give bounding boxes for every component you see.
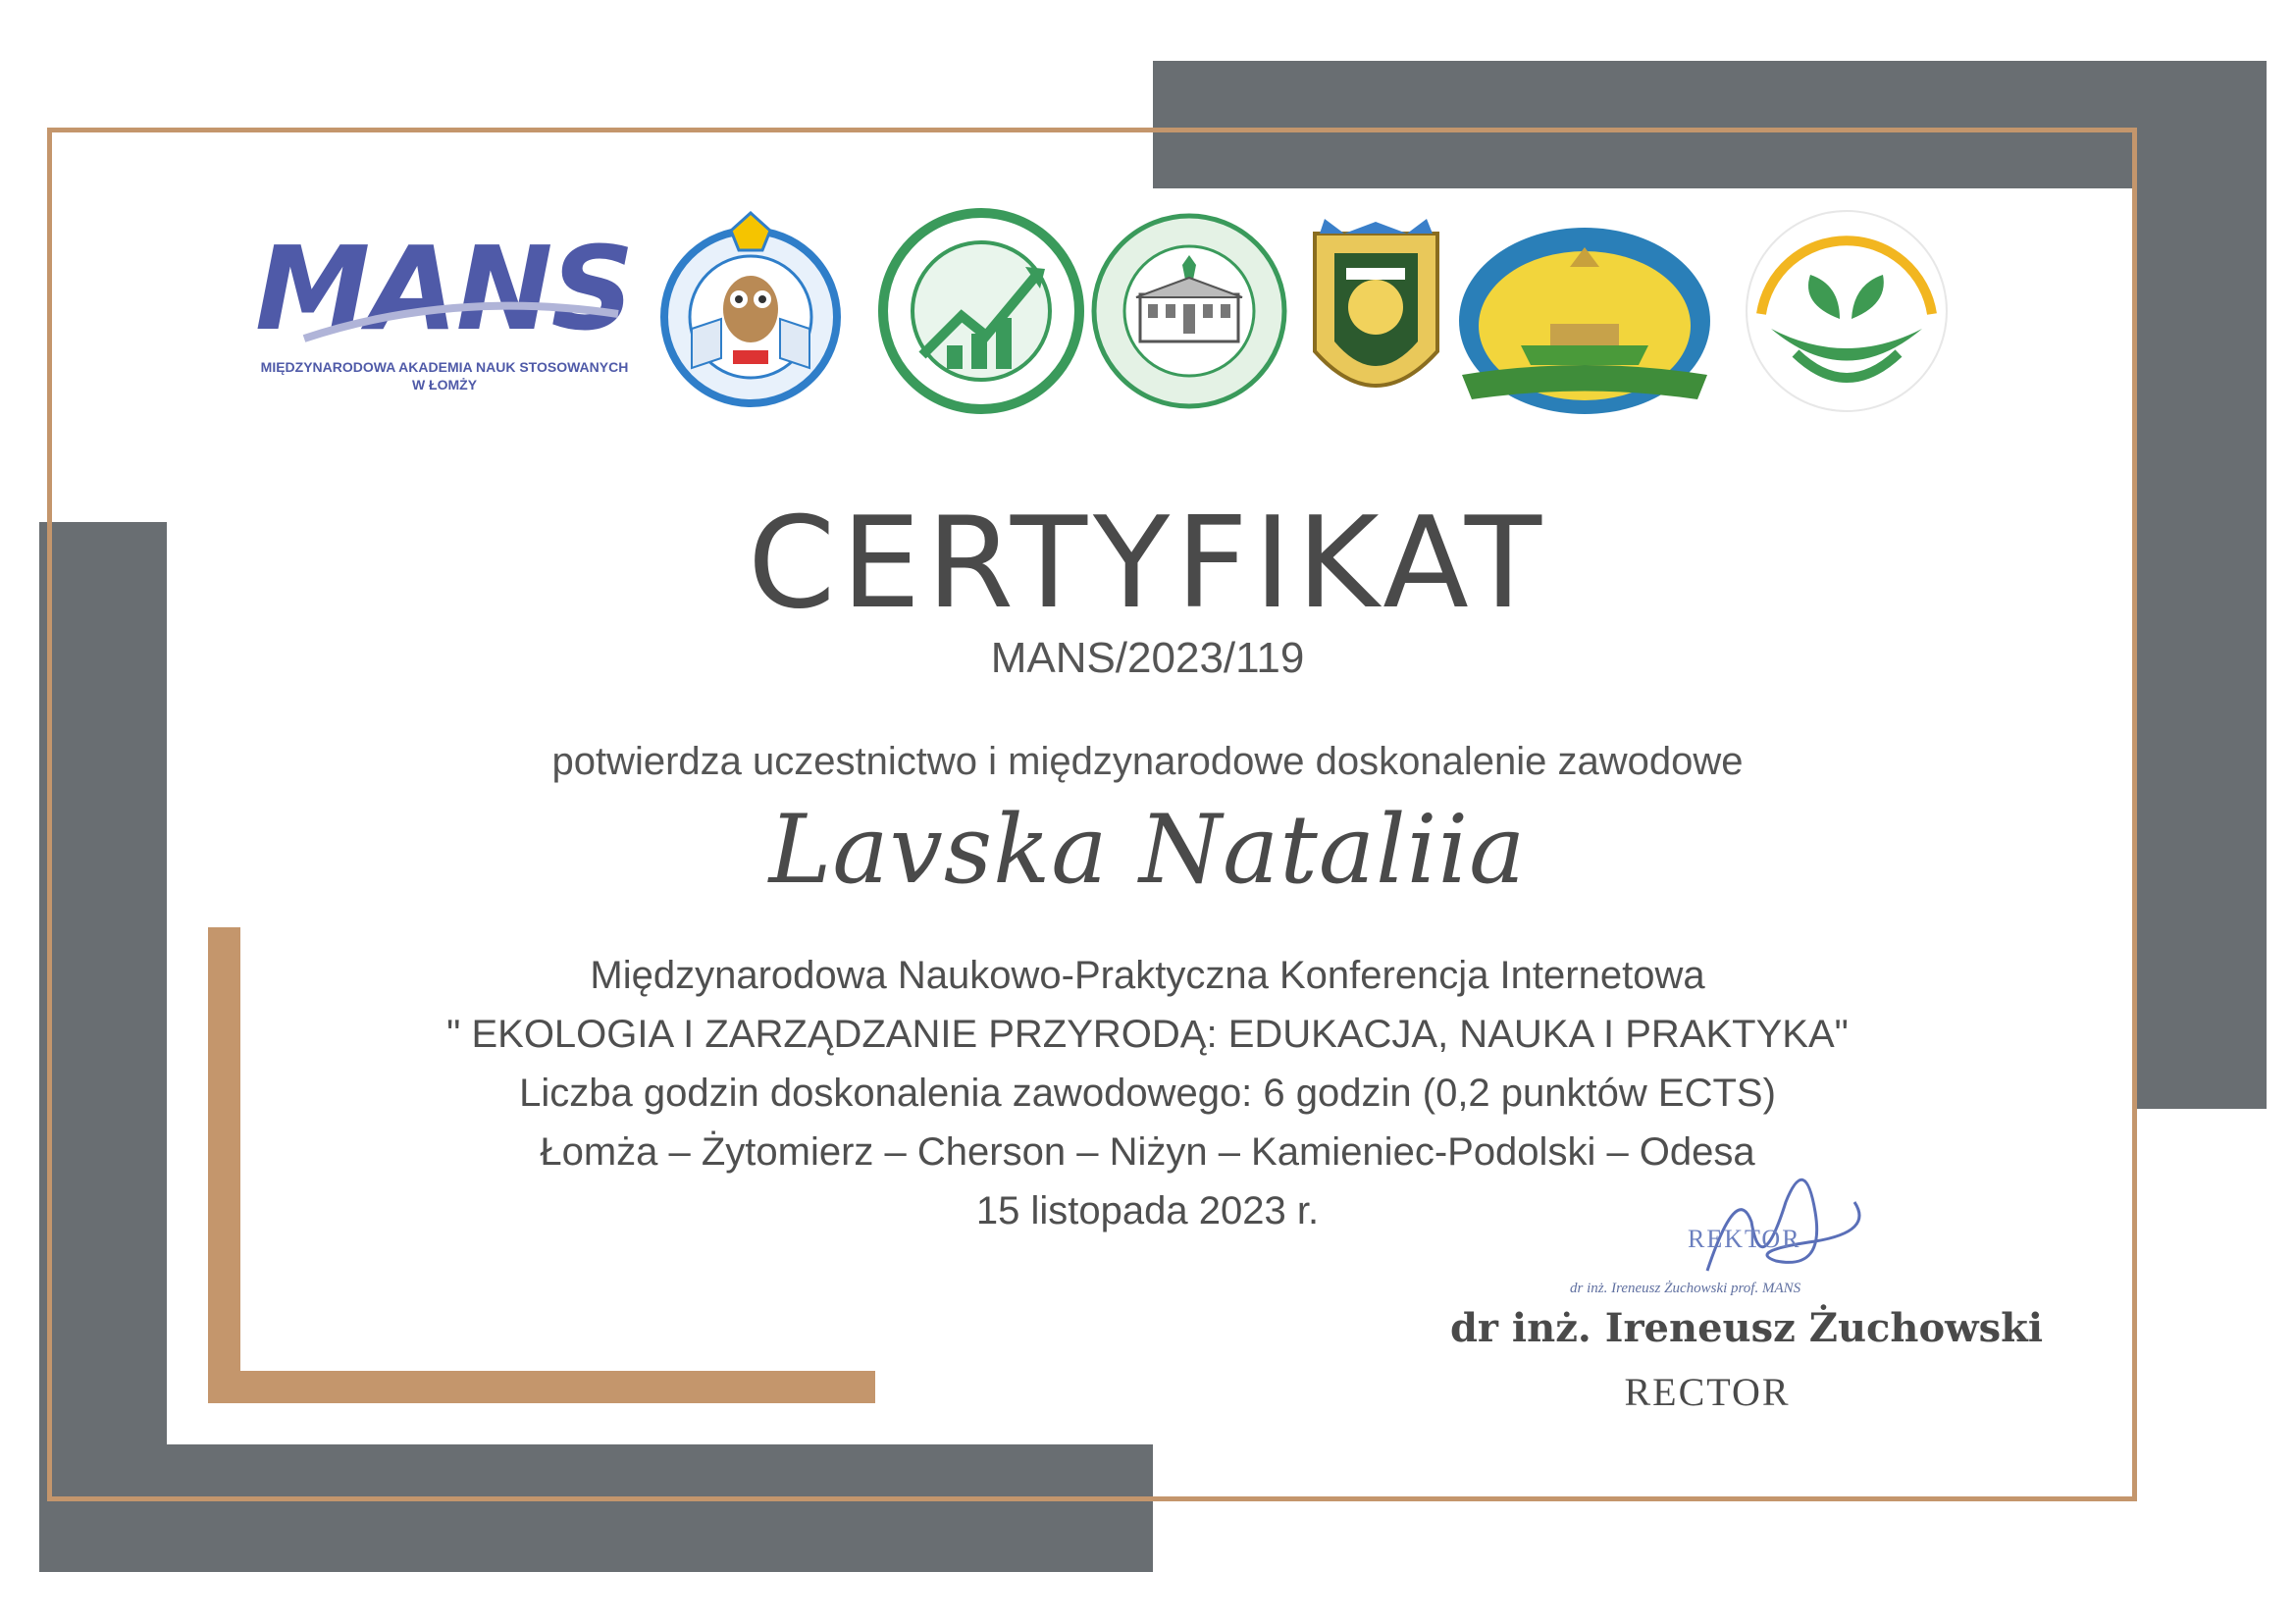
locations: Łomża – Żytomierz – Cherson – Niżyn – Kamieniec-Podolski – Odesa (540, 1130, 1755, 1174)
odesa-agrarian-university-logo (1742, 206, 1953, 417)
conference-topic: " EKOLOGIA I ZARZĄDZANIE PRZYRODĄ: EDUKACJA, NAUKA I PRAKTYKA" (446, 1013, 1849, 1056)
agrarian-university-logo (878, 208, 1084, 414)
nizhyn-college-logo (1089, 211, 1290, 412)
mans-logo-subtitle-city: W ŁOMŻY (411, 377, 478, 393)
kamianets-podilskyi-crest (1295, 214, 1457, 420)
mans-logo-swoosh (294, 294, 628, 353)
kherson-emblem (1452, 208, 1717, 414)
mans-logo-word: MANS (255, 221, 633, 356)
recipient-name: Lavska Nataliia (768, 795, 1527, 905)
stamp-rektor-label: REKTOR (1688, 1225, 1801, 1253)
issue-date: 15 listopada 2023 r. (975, 1189, 1320, 1232)
rector-title: RECTOR (1624, 1370, 1791, 1414)
mans-logo-subtitle: MIĘDZYNARODOWA AKADEMIA NAUK STOSOWANYCH (260, 359, 629, 375)
tan-accent-horizontal (208, 1371, 875, 1403)
zhytomyr-university-logo (652, 211, 849, 407)
stamp-name-line: dr inż. Ireneusz Żuchowski prof. MANS (1570, 1281, 1801, 1296)
conference-name: Międzynarodowa Naukowo-Praktyczna Konferencja Internetowa (590, 954, 1705, 997)
training-hours: Liczba godzin doskonalenia zawodowego: 6 godzin (0,2 punktów ECTS) (519, 1072, 1776, 1115)
certificate-title: CERTYFIKAT (747, 491, 1548, 637)
rector-name: dr inż. Ireneusz Żuchowski (1449, 1305, 2044, 1351)
certificate-number: MANS/2023/119 (990, 634, 1305, 682)
confirmation-text: potwierdza uczestnictwo i międzynarodowe doskonalenie zawodowe (551, 740, 1744, 783)
